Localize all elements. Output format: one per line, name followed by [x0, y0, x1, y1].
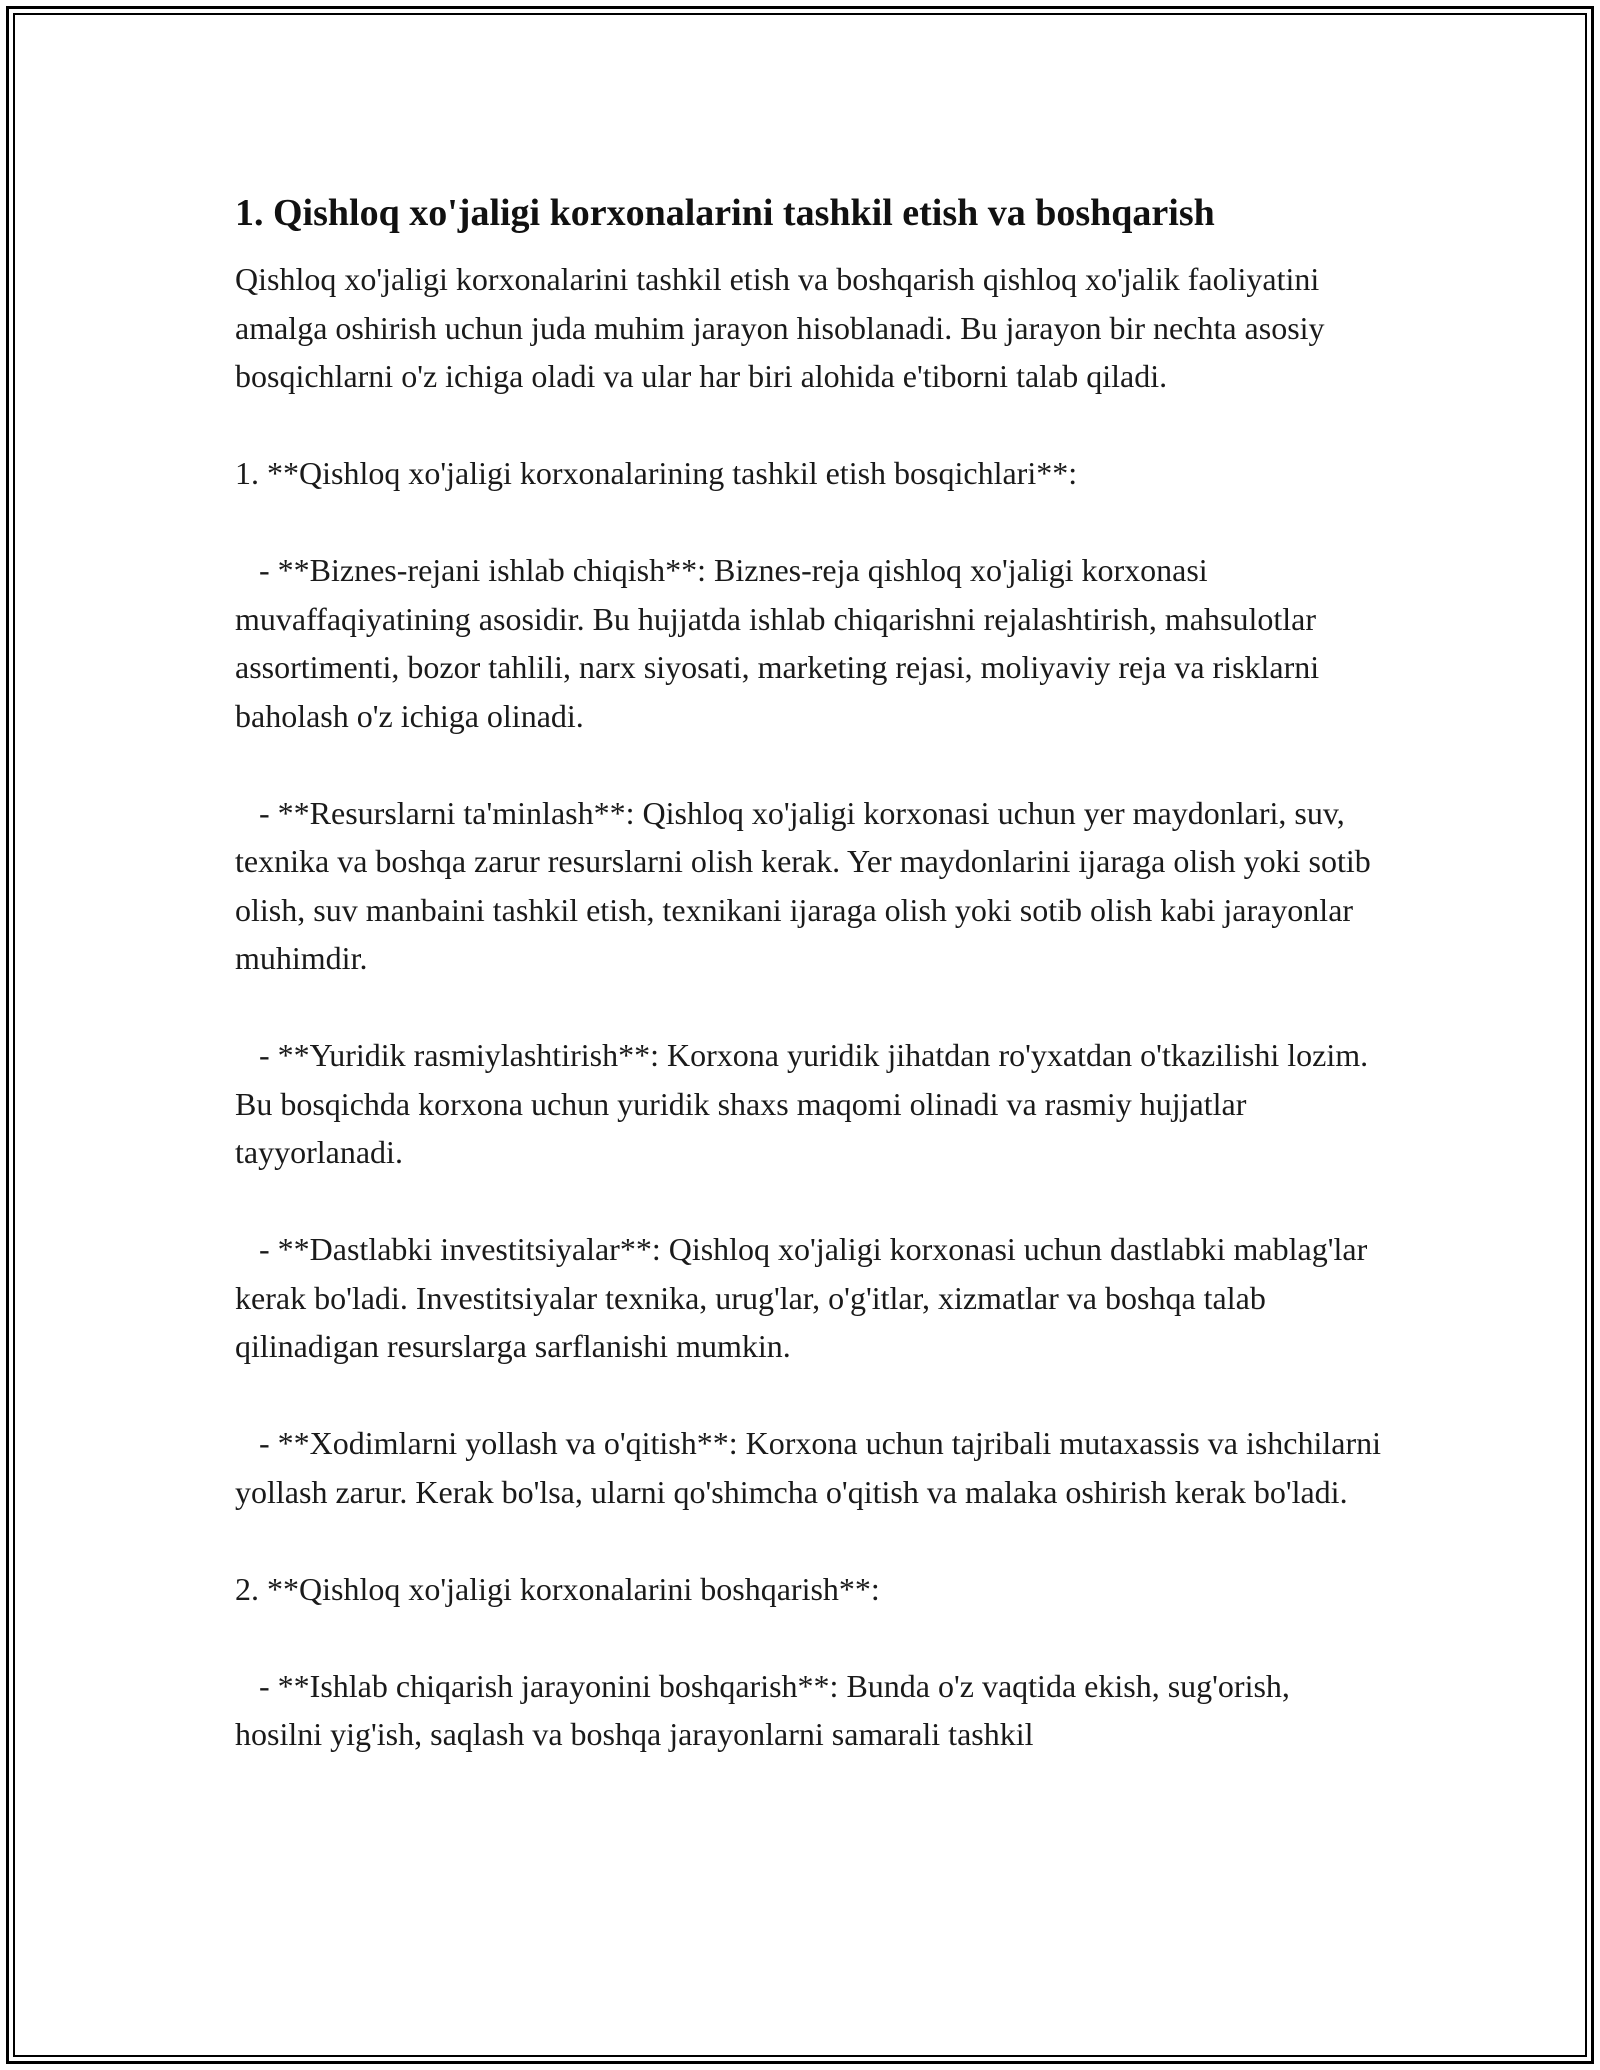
paragraph-gap [235, 1516, 1385, 1565]
list-item-investments: - **Dastlabki investitsiyalar**: Qishloq xo'jaligi korxonasi uchun dastlabki mablag'lar kerak bo'ladi. Investitsiyalar texnika, urug'lar, o'g'itlar, xizmatlar va boshqa talab qilinadigan resurslarga sarflanishi mumkin. [235, 1231, 1376, 1364]
paragraph-gap [235, 401, 1385, 450]
paragraph-gap [235, 983, 1385, 1032]
document-body [235, 185, 1390, 1759]
list-item-business-plan: - **Biznes-rejani ishlab chiqish**: Biznes-reja qishloq xo'jaligi korxonasi muvaffaqiyatining asosidir. Bu hujjatda ishlab chiqarishni rejalashtirish, mahsulotlar assortimenti, bozor tahlili, narx siyosati, marketing rejasi, moliyaviy reja va risklarni baholash o'z ichiga olinadi. [235, 552, 1328, 734]
list-item-staff: - **Xodimlarni yollash va o'qitish**: Korxona uchun tajribali mutaxassis va ishchilarni yollash zarur. Kerak bo'lsa, ularni qo'shimcha o'qitish va malaka oshirish kerak bo'ladi. [235, 1425, 1390, 1510]
section-heading: 1. Qishloq xo'jaligi korxonalarini tashkil etish va boshqarish [235, 192, 1215, 234]
paragraph-gap [235, 1613, 1385, 1662]
paragraph-gap [235, 498, 1385, 547]
intro-paragraph: Qishloq xo'jaligi korxonalarini tashkil etish va boshqarish qishloq xo'jalik faoliyatini amalga oshirish uchun juda muhim jarayon hisoblanadi. Bu jarayon bir nechta asosiy bosqichlarni o'z ichiga oladi va ular har biri alohida e'tiborni talab qiladi. [235, 261, 1333, 394]
list-item-legal: - **Yuridik rasmiylashtirish**: Korxona yuridik jihatdan ro'yxatdan o'tkazilishi lozim. Bu bosqichda korxona uchun yuridik shaxs maqomi olinadi va rasmiy hujjatlar tayyorlanadi. [235, 1037, 1377, 1170]
list-heading-stages: 1. **Qishloq xo'jaligi korxonalarining tashkil etish bosqichlari**: [235, 455, 1078, 491]
paragraph-gap [235, 1371, 1385, 1420]
paragraph-gap [235, 1177, 1385, 1226]
list-item-production: - **Ishlab chiqarish jarayonini boshqarish**: Bunda o'z vaqtida ekish, sug'orish, hosilni yig'ish, saqlash va boshqa jarayonlarni samarali tashkil [235, 1667, 1298, 1752]
list-item-resources: - **Resurslarni ta'minlash**: Qishloq xo'jaligi korxonasi uchun yer maydonlari, suv, texnika va boshqa zarur resurslarni olish kerak. Yer maydonlarini ijaraga olish yoki sotib olish, suv manbaini tashkil etish, texnikani ijaraga olish yoki sotib olish kabi jarayonlar muhimdir. [235, 794, 1379, 976]
paragraph-gap [235, 740, 1385, 789]
list-heading-management: 2. **Qishloq xo'jaligi korxonalarini boshqarish**: [235, 1570, 880, 1607]
